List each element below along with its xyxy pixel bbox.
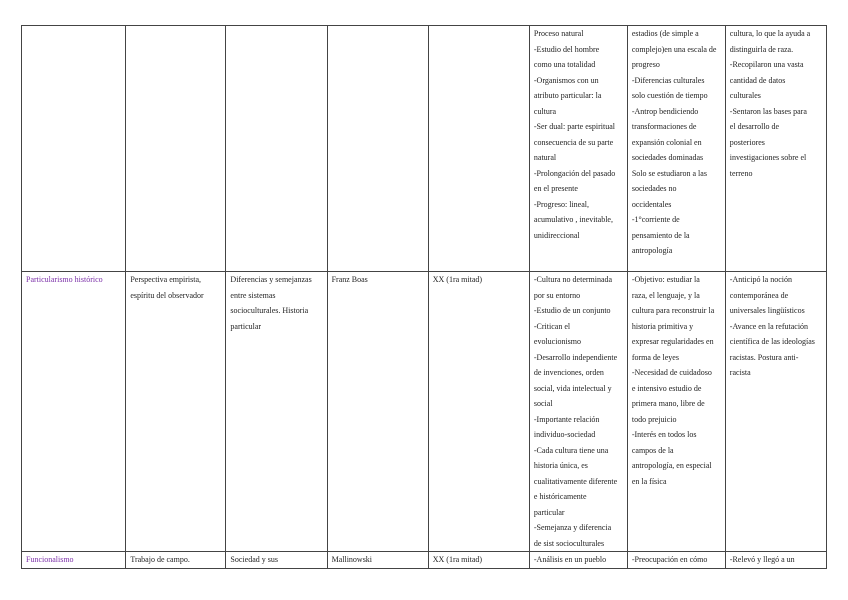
cell-line: transformaciones de [631, 122, 697, 131]
objetivos-cell [627, 552, 725, 569]
cell-line: culturales [729, 91, 761, 100]
cell-line: cultura [533, 106, 557, 116]
cell-line: social [533, 399, 553, 408]
cell-line: particular [533, 507, 565, 517]
cell-line: particular [230, 321, 262, 331]
table-row [22, 552, 827, 569]
cell-line: complejo)en una escala de [631, 44, 717, 54]
cell-line: -Objetivo: estudiar la [631, 275, 700, 284]
cell-line: -Anticipó la noción [729, 275, 793, 284]
cell-line: científica de las ideologías [729, 337, 815, 346]
cell-line: -Diferencias culturales [631, 75, 705, 85]
cell-line: natural [533, 153, 557, 162]
table-body [22, 26, 827, 569]
cell-line: -Sentaron las bases para [729, 106, 807, 116]
cell-line: en el presente [533, 184, 578, 193]
cell-line: distinguirla de raza. [729, 44, 794, 54]
corriente-cell: Particularismo histórico [22, 272, 126, 552]
cell-line: todo prejuicio [631, 414, 677, 424]
cell-line: cultura para reconstruir la [631, 306, 715, 315]
caracteristicas-cell [529, 552, 627, 569]
cell-line: -Cultura no determinada [533, 275, 613, 284]
cell-line: el desarrollo de [729, 122, 780, 131]
cell-line: acumulativo , inevitable, [533, 215, 613, 224]
cell-line: de sist socioculturales [533, 538, 605, 548]
cell-line: historia única, es [533, 461, 588, 470]
cell-line: -Estudio de un conjunto [533, 306, 611, 315]
metodo-cell [126, 26, 226, 272]
cell-line: sociedades no [631, 184, 677, 193]
cell-line: Trabajo de campo. [130, 555, 190, 564]
cell-line: raza, el lenguaje, y la [631, 290, 700, 300]
corriente-cell: Funcionalismo [22, 552, 126, 569]
cell-line: -Ser dual: parte espiritual [533, 122, 615, 131]
objeto-cell [226, 552, 327, 569]
cell-line: -Antrop bendiciendo [631, 106, 699, 116]
cell-line: en la física [631, 476, 667, 486]
cell-line: antropología [631, 246, 673, 255]
cell-line: como una totalidad [533, 60, 596, 69]
cell-line: entre sistemas [230, 290, 276, 300]
cell-line: -Organismos con un [533, 75, 599, 85]
cell-line: racista [729, 368, 751, 377]
cell-line: -Semejanza y diferencia [533, 523, 612, 532]
cell-line: -Necesidad de cuidadoso [631, 368, 712, 377]
autor-cell: Franz Boas [327, 272, 428, 552]
cell-line: Perspectiva empirista, [130, 275, 201, 284]
cell-line: social, vida intelectual y [533, 383, 612, 393]
cell-line: unidireccional [533, 230, 580, 240]
cell-line: estadios (de simple a [631, 29, 699, 38]
cell-line: Solo se estudiaron a las [631, 168, 707, 178]
cell-line: individuo-sociedad [533, 430, 596, 439]
cell-line: posteriores [729, 137, 765, 147]
caracteristicas-cell [529, 26, 627, 272]
aportes-cell [725, 272, 826, 552]
cell-line: -Progreso: lineal, [533, 199, 589, 209]
metodo-cell [126, 272, 226, 552]
cell-line: espíritu del observador [130, 290, 204, 300]
cell-line: Proceso natural [533, 29, 584, 38]
table-row [22, 26, 827, 272]
cell-line: primera mano, libre de [631, 399, 705, 408]
cell-line: contemporánea de [729, 290, 789, 300]
cell-line: investigaciones sobre el [729, 153, 807, 162]
corriente-cell [22, 26, 126, 272]
cell-line: occidentales [631, 199, 672, 209]
cell-line: progreso [631, 60, 660, 69]
cell-line: campos de la [631, 445, 674, 455]
aportes-cell [725, 552, 826, 569]
cell-line: cantidad de datos [729, 75, 786, 85]
objetivos-cell [627, 26, 725, 272]
aportes-cell [725, 26, 826, 272]
cell-line: expresar regularidades en [631, 337, 714, 346]
cell-line: consecuencia de su parte [533, 137, 614, 147]
cell-line: cultura, lo que la ayuda a [729, 29, 811, 38]
cell-line: -Análisis en un pueblo [533, 555, 607, 564]
cell-line: e intensivo estudio de [631, 383, 702, 393]
anthropology-table [21, 25, 827, 569]
cell-line: historia primitiva y [631, 321, 694, 331]
objeto-cell [226, 26, 327, 272]
cell-line: -1°corriente de [631, 215, 680, 224]
cell-line: -Avance en la refutación [729, 321, 809, 331]
objeto-cell [226, 272, 327, 552]
cell-line: -Importante relación [533, 414, 600, 424]
objetivos-cell [627, 272, 725, 552]
cell-line: -Estudio del hombre [533, 44, 600, 54]
cell-line: de invenciones, orden [533, 368, 604, 377]
autor-cell [327, 26, 428, 272]
cell-line: -Prolongación del pasado [533, 168, 616, 178]
cell-line: solo cuestión de tiempo [631, 91, 708, 100]
cell-line: Sociedad y sus [230, 555, 278, 564]
cell-line: universales lingüísticos [729, 306, 805, 315]
epoca-cell: XX (1ra mitad) [428, 272, 529, 552]
cell-line: atributo particular: la [533, 91, 602, 100]
cell-line: Diferencias y semejanzas [230, 275, 312, 284]
table-row [22, 272, 827, 552]
cell-line: antropología, en especial [631, 461, 712, 470]
caracteristicas-cell [529, 272, 627, 552]
cell-line: e históricamente [533, 492, 587, 501]
epoca-cell: XX (1ra mitad) [428, 552, 529, 569]
cell-line: -Preocupación en cómo [631, 555, 708, 564]
metodo-cell [126, 552, 226, 569]
cell-line: terreno [729, 168, 753, 178]
cell-line: -Desarrollo independiente [533, 352, 618, 362]
cell-line: cualitativamente diferente [533, 476, 618, 486]
cell-line: -Recopilaron una vasta [729, 60, 804, 69]
cell-line: -Cada cultura tiene una [533, 445, 609, 455]
cell-line: socioculturales. Historia [230, 306, 309, 315]
epoca-cell [428, 26, 529, 272]
cell-line: racistas. Postura anti- [729, 352, 799, 362]
cell-line: por su entorno [533, 290, 581, 300]
cell-line: -Interés en todos los [631, 430, 697, 439]
cell-line: -Relevó y llegó a un [729, 555, 795, 564]
cell-line: sociedades dominadas [631, 153, 704, 162]
cell-line: pensamiento de la [631, 230, 690, 240]
autor-cell: Mallinowski [327, 552, 428, 569]
cell-line: expansión colonial en [631, 137, 702, 147]
cell-line: forma de leyes [631, 352, 679, 362]
cell-line: -Critican el [533, 321, 571, 331]
cell-line: evolucionismo [533, 337, 581, 346]
